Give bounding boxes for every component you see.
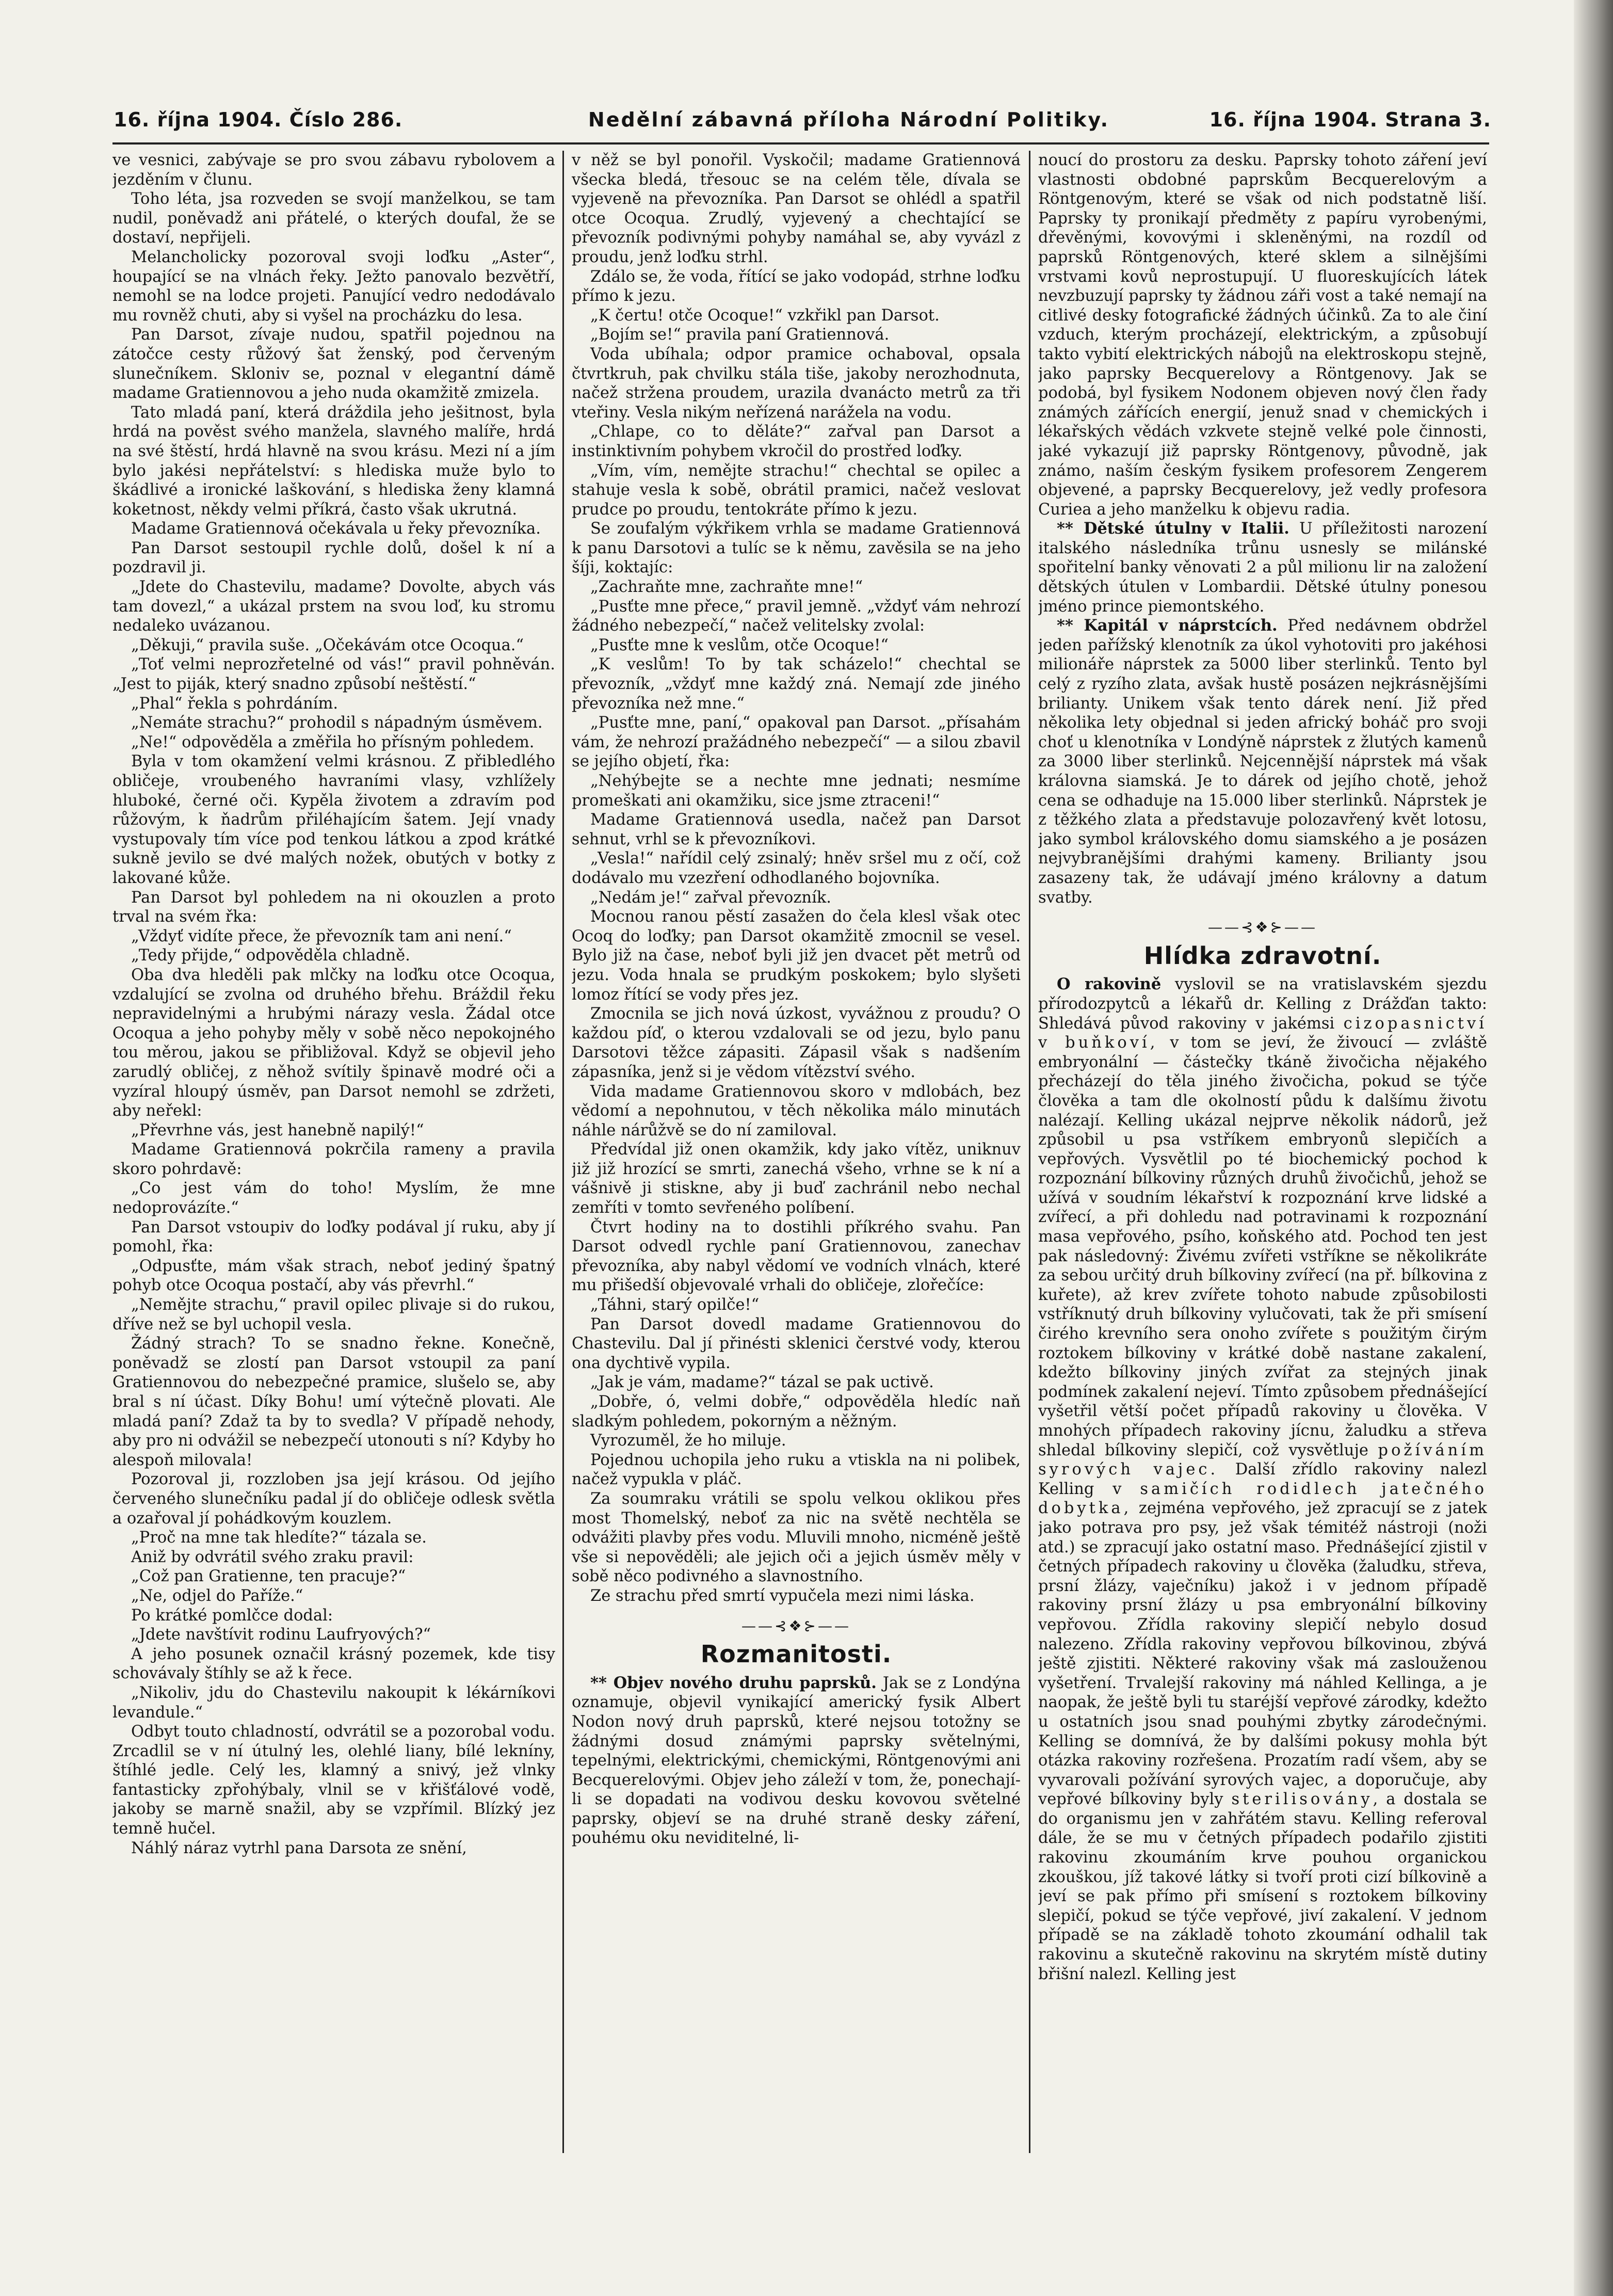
paragraph: noucí do prostoru za desku. Paprsky tohoto záření jeví vlastnosti obdobné paprskům Becquerelovým a Röntgenovým, které se však od nich podstatně liší. Paprsky ty pronikají předměty z papíru vyrobenými, dřevěnými, kovovými i skleněnými, na rozdíl od paprsků Röntgenových, které sklem a silnějšími vrstvami kovů neprostupují. U fluoreskujících látek nevzbuzují paprsky ty žádnou záři vost a také nemají na citlivé desky fotografické žádných účinků. Za to ale činí vzduch, kterým procházejí, elektrickým, a způsobují takto vybití elektrických nábojů na elektroskopu stejně, jako paprsky Becquerelovy a Röntgenovy. Jak se podobá, byl fysikem Nodonem objeven nový člen řady známých zářících energií, jenuž snad v chemických i lékařských vědách vzkvete stejně velké pole činnosti, jaké vykazují již paprsky Röntgenovy, původně, jak známo, naším českým fysikem profesorem Zengerem objevené, a paprsky Becquerelovy, jež vedly profesora Curiea a jeho manželku k objevu radia. (1038, 151, 1487, 519)
paragraph: Pan Darsot sestoupil rychle dolů, došel k ní a pozdravil ji. (112, 539, 555, 577)
paragraph: „Zachraňte mne, zachraňte mne!“ (590, 578, 863, 597)
column-3 (1038, 151, 1487, 2158)
column-2 (572, 151, 1021, 2158)
paragraph: Pan Darsot, zívaje nudou, spatřil pojednou na zátočce cesty růžový šat ženský, pod červeným slunečníkem. Skloniv se, poznal v elegantní dámě madame Gratiennovou a jeho nuda okamžitě zmizela. (112, 326, 555, 403)
paragraph: „Vím, vím, nemějte strachu!“ chechtal se opilec a stahuje vesla k sobě, obrátil pramici, načež veslovat prudce po proudu, tentokráte přímo k jezu. (572, 461, 1021, 519)
column-rule-1 (562, 151, 564, 2153)
section-ornament: ——⊰❖⊱—— (741, 1617, 851, 1634)
paragraph: Předvídal již onen okamžik, kdy jako vítěz, uniknuv již již hrozící se smrti, zanechá všeho, vrhne se k ní a vášnivě ji stiskne, aby ji buď zachránil nebo nechal zemříti v tomto sevřeného políbení. (572, 1141, 1021, 1217)
paragraph: „Toť velmi neprozřetelné od vás!“ pravil pohněván. „Jest to piják, který snadno způsobí neštěstí.“ (112, 655, 555, 694)
paragraph: „Proč na mne tak hledíte?“ tázala se. (131, 1529, 427, 1547)
paragraph: Madame Gratiennová pokrčila rameny a pravila skoro pohrdavě: (112, 1141, 555, 1178)
paragraph: v něž se byl ponořil. Vyskočil; madame Gratiennová všecka bledá, třesouc se na celém těle, dívala se vyjeveně na převozníka. Pan Darsot se ohlédl a spatřil otce Ocoqua. Zrudlý, vyjevený a chechtající se převozník podivnými pohyby namáhal se, aby vyvázl z proudu, jenž loďku strhl. (572, 151, 1021, 266)
paragraph: Vida madame Gratiennovou skoro v mdlobách, bez vědomí a nepohnutou, v těch několika málo minutách náhle nárůžvě se do ní zamiloval. (572, 1082, 1021, 1139)
column-rule-2 (1029, 151, 1030, 2153)
paragraph: „Vesla!“ nařídil celý zsinalý; hněv sršel mu z očí, což dodávalo mu vzezření odhodlaného bojovníka. (572, 849, 1021, 887)
item-text: Další zřídlo rakoviny nalezl Kelling v (1038, 1460, 1487, 1498)
paragraph: Vyrozuměl, že ho miluje. (590, 1432, 786, 1450)
paragraph: „Jdete navštívit rodinu Laufryových?“ (131, 1626, 431, 1644)
paragraph: Odbyt touto chladností, odvrátil se a pozorobal vodu. Zrcadlil se v ní útulný les, olehlé liany, bílé lekníny, štíhlé jedle. Celý les, klamný a snivý, jež vlnky fantasticky zpřohýbaly, vlnil se v křišťálové vodě, jakoby se marně snažil, aby se vzpřímil. Blízký jez temně hučel. (112, 1723, 555, 1838)
item-text: U příležitosti narození italského následníka trůnu usnesly se milánské spořitelní banky věnovati 2 a půl milionu lir na založení dětských útulen v Lombardii. Dětské útulny ponesou jméno prince piemontského. (1038, 520, 1487, 616)
section-title-hlidka-zdravotni: Hlídka zdravotní. (1143, 941, 1382, 970)
paragraph: „Děkuji,“ pravila suše. „Očekávám otce Ocoqua.“ (131, 636, 524, 654)
paragraph: Čtvrt hodiny na to dostihli příkrého svahu. Pan Darsot odvedl rychle paní Gratiennovou, zanechav převozníka, aby nabyl vědomí ve vodních vlnách, které mu přišedší objevovalé vrhali do obličeje, zlořečíce: (572, 1218, 1021, 1295)
section-ornament: ——⊰❖⊱—— (1207, 919, 1318, 936)
item-text: Před nedávnem obdržel jeden pařížský klenotník za úkol vyhotoviti pro jakéhosi milionáře náprstek za 5000 liber sterlinků. Tento byl celý z ryzího zlata, avšak hustě posázen nejkrásnějšími brilianty. Unikem však tento dárek není. Již před několika lety objednal si jeden africký boháč pro svoji choť u klenotníka v Londýně náprstek z žlutých kamenů za 3000 liber sterlinků. Nejcennější náprstek má však královna siamská. Je to dárek od jejího chotě, jehož cena se odhaduje na 15.000 liber sterlinků. Náprstek je z těžkého zlata a představuje polozavřený květ lotosu, jako symbol královského domu siamského a je posázen nejvybranějšími drahými kameny. Brilianty jsou zasazeny tak, že udávají jméno královny a datum svatby. (1038, 617, 1487, 907)
paragraph: „Nehýbejte se a nechte mne jednati; nesmíme promeškati ani okamžiku, sice jsme ztraceni!“ (572, 772, 1021, 810)
binding-edge (1574, 0, 1613, 2296)
header-date-issue: 16. října 1904. Číslo 286. (114, 108, 403, 131)
paragraph: „Táhni, starý opilče!“ (590, 1296, 760, 1314)
paragraph: Žádný strach? To se snadno řekne. Konečně, poněvadž se zlostí pan Darsot vstoupil za paní Gratiennovou do nebezpečné pramice, slušelo se, aby bral s ní účast. Díky Bohu! umí výtečně plovati. Ale mladá paní? Zdaž ta by to svedla? V případě nehody, aby pro ni odvážil se nebezpečí utonouti s ní? Kdyby ho alespoň milovala! (112, 1335, 555, 1469)
paragraph: Madame Gratiennová očekávala u řeky převozníka. (131, 520, 541, 538)
paragraph: Byla v tom okamžení velmi krásnou. Z přibledlého obličeje, vroubeného havraními vlasy, vzhlížely hluboké, černé oči. Kypěla životem a zdravím pod růžovým, k ňadrům přiléhajícím šatem. Její vnady vystupovaly tím více pod tenkou látkou a zpod krátké sukně jevilo se dvé malých nožek, obutých v botky z lakované kůže. (112, 752, 555, 887)
item-text: Jak se z Londýna oznamuje, objevil vynikající americký fysik Albert Nodon nový druh paprsků, které nejsou totožny se žádnými dosud známými paprsky světelnými, tepelnými, elektrickými, chemickými, Röntgenovými ani Becquerelovými. Objev jeho záleží v tom, že, ponechají-li se dopadati na vodivou desku kovovou světelné paprsky, objeví se na druhé straně desky záření, pouhému oku neviditelné, li- (572, 1674, 1021, 1848)
paragraph: „Nemáte strachu?“ prohodil s nápadným úsměvem. (131, 714, 543, 732)
paragraph: Pojednou uchopila jeho ruku a vtiskla na ni polibek, načež vypukla v pláč. (572, 1451, 1021, 1489)
paragraph: „K veslům! To by tak scházelo!“ chechtal se převozník, „vždyť mne každý zná. Nemají zde jiného převozníka než mne.“ (572, 655, 1021, 713)
paragraph: „Pusťte mne přece,“ pravil jemně. „vždyť vám nehrozí žádného nebezpečí,“ načež velitelsky zvolal: (572, 597, 1021, 635)
paragraph: Oba dva hleděli pak mlčky na loďku otce Ocoqua, vzdalující se zvolna od druhého břehu. Bráždil řeku nepravidelnými a hrubými nárazy vesla. Žádal otce Ocoqua a jeho pohyby měly v sobě něco nepokojného tou měrou, jakou se přibližoval. Když se objevil jeho zarudlý obličej, z něhož svítily špinavě modré oči a vyzíral hloupý úsměv, pan Darsot nemohl se zdržeti, aby neřekl: (112, 966, 555, 1120)
paragraph: Pan Darsot dovedl madame Gratiennovou do Chastevilu. Dal jí přinésti sklenici čerstvé vody, kterou ona dychtivě vypila. (572, 1315, 1021, 1372)
paragraph: Pan Darsot vstoupiv do loďky podával jí ruku, aby jí pomohl, řka: (112, 1218, 555, 1256)
spaced-emphasis: sterilisovány (1231, 1790, 1373, 1809)
page-header (114, 108, 1491, 139)
paragraph: „Pusťte mne k veslům, otče Ocoque!“ (590, 636, 889, 654)
paragraph: „Nikoliv, jdu do Chastevilu nakoupit k lékárníkovi levandule.“ (112, 1683, 555, 1722)
item-text: zejména vepřového, jež zpracují se z jatek jako potrava pro psy, jež však témitéž nástroji (noži atd.) se zpracují jako ostatní maso. Přednášející zjistil v četných případech rakoviny u člověka (žaludku, střeva, prsní žlázy, vaječníku) jakož i v jednom případě rakoviny prsní žlázy u psa embryonální bílkoviny vepřovou. Zřídla rakoviny slepičí nebylo dosud nalezeno. Zřídla rakoviny vepřovou bílkovinou, zbývá ještě zjistiti. Některé rakoviny však má zaslouženou vyšetření. Trvalejší rakoviny má náhled Kellinga, a je naopak, že ještě byli tu staréjší vepřové zárodky, kdežto u ostatních jsou snad pouhými zbytky zárodečnými. Kelling se domnívá, že by dalšími pokusy mohla být otázka rakoviny rozřešena. Prozatím radí všem, aby se vyvarovali požívání syrových vajec, a doporučuje, aby vepřové bílkoviny byly (1038, 1499, 1487, 1809)
paragraph: „Phal“ řekla s pohrdáním. (131, 694, 338, 713)
paragraph: „Tedy přijde,“ odpověděla chladně. (131, 946, 410, 965)
paragraph: „Převrhne vás, jest hanebně napilý!“ (131, 1121, 424, 1139)
paragraph: „Nemějte strachu,“ pravil opilec plivaje si do rukou, dříve než se byl uchopil vesla. (112, 1296, 555, 1334)
paragraph: „Dobře, ó, velmi dobře,“ odpověděla hledíc naň sladkým pohledem, pokorným a něžným. (572, 1393, 1021, 1431)
paragraph: „Nedám je!“ zařval převozník. (590, 888, 832, 907)
paragraph: A jeho posunek označil krásný pozemek, kde tisy schovávaly štíhly se až k řece. (112, 1645, 555, 1683)
header-rule (112, 142, 1489, 144)
paragraph: Za soumraku vrátili se spolu velkou oklikou přes most Thomelský, neboť za nic na světě nechtěla se odvážiti plavby přes vodu. Mluvili mnoho, nicméně ještě vše si nepověděli; ale jejich oči a jejich úsměv měly v sobě něco podivného a slavnostního. (572, 1489, 1021, 1586)
paragraph: Po krátké pomlčce dodal: (131, 1606, 333, 1625)
paragraph: Zmocnila se jich nová úzkost, vyvážnou z proudu? O každou píď, o kterou vzdalovali se od jezu, bylo panu Darsotovi těžce zápasiti. Zápasil však s nadšením zápasníka, jenž si je vědom vítězství svého. (572, 1005, 1021, 1081)
paragraph: Pozoroval ji, rozzloben jsa její krásou. Od jejího červeného slunečníku padal jí do obličeje odlesk světla a ozařoval jí pohádkovým kouzlem. (112, 1470, 555, 1528)
item-text: vyslovil se na vratislavském sjezdu přírodozpytců a lékařů dr. Kelling z Drážďan takto: Shledává původ rakoviny v jakémsi (1038, 975, 1487, 1033)
paragraph: Aniž by odvrátil svého zraku pravil: (131, 1548, 414, 1566)
item-lead: ** Kapitál v náprstcích. (1057, 616, 1278, 635)
paragraph: „Ne, odjel do Paříže.“ (131, 1586, 303, 1605)
header-date-page: 16. října 1904. Strana 3. (1209, 108, 1491, 131)
paragraph: „Jak je vám, madame?“ tázal se pak uctivě. (590, 1373, 934, 1392)
paragraph (1038, 616, 1487, 907)
item-text: v tom se jeví, že živoucí — zvláště embryonální — částečky tkáně živočicha nějakého přecházejí do těla jiného živočicha, pokud se týče člověka a tam dle okolností půdu k dalšímu životu nalézají. Kelling ukázal nejprve několik nádorů, jež způsobil u psa vstříkem embryonů slepičích a vepřových. Vysvětlil po té biochemický pochod k rozpoznání bílkoviny různých druhů živočichů, jehož se užívá v soudním lékařství k rozpoznání krve lidské a zvířecí, a při dohledu nad potravinami k rozpoznání masa vepřového, psího, koňského atd. Pochod ten jest pak následovný: Živému zvířeti vstříkne se několikráte za sebou určitý druh bílkoviny zvířecí (na př. bílkovina z kuřete), až krev zvířete tohoto nabude způsobilosti vstříknutý druh bílkoviny vylučovati, tak že při smísení čirého krevního sera onoho zvířete s použitým čirým roztokem bílkoviny v krátké době nastane zakalení, kdežto bílkoviny jiných zvířat za stejných jinak podmínek zakalení nejeví. Tímto způsobem přednášející vyšetřil větší počet případů rakoviny u člověka. V mnohých případech rakoviny jícnu, žaludku a střeva shledal bílkoviny slepičí, což vysvětluje (1038, 1034, 1487, 1459)
paragraph: „Což pan Gratienne, ten pracuje?“ (131, 1567, 406, 1586)
item-lead: ** Objev nového druhu paprsků. (590, 1673, 877, 1692)
section-title-rozmanitosti: Rozmanitosti. (700, 1640, 892, 1668)
paragraph: „Odpusťte, mám však strach, neboť jediný špatný pohyb otce Ocoqua postačí, aby vás převrhl.“ (112, 1257, 555, 1295)
paragraph: Zdálo se, že voda, řítící se jako vodopád, strhne loďku přímo k jezu. (572, 267, 1021, 306)
paragraph: „K čertu! otče Ocoque!“ vzkřikl pan Darsot. (590, 306, 940, 325)
paragraph: Toho léta, jsa rozveden se svojí manželkou, se tam nudil, poněvadž ani přátelé, o kterých doufal, že se dostaví, nepřijeli. (112, 190, 555, 247)
paragraph: „Pusťte mne, paní,“ opakoval pan Darsot. „přísahám vám, že nehrozí pražádného nebezpečí“ — a silou zbavil se jejího objetí, řka: (572, 714, 1021, 771)
paragraph: „Co jest vám do toho! Myslím, že mne nedoprovázíte.“ (112, 1179, 555, 1217)
paragraph: „Chlape, co to děláte?“ zařval pan Darsot a instinktivním pohybem vkročil do prostřed loďky. (572, 423, 1021, 460)
paragraph: ve vesnici, zabývaje se pro svou zábavu rybolovem a jezděním v člunu. (112, 151, 555, 189)
spaced-emphasis: cizopasnictví v buňkoví, (1038, 1014, 1487, 1052)
paragraph: Voda ubíhala; odpor pramice ochaboval, opsala čtvrtkruh, pak chvilku stála tiše, jakoby nerozhodnuta, načež stržena proudem, urazila dvanácto metrů za tři vteřiny. Vesla nikým neřízená narážela na vodu. (572, 345, 1021, 422)
paragraph: Ze strachu před smrtí vypučela mezi nimi láska. (590, 1586, 975, 1605)
paragraph: Pan Darsot byl pohledem na ni okouzlen a proto trval na svém řka: (112, 888, 555, 926)
item-lead: O rakovině (1057, 975, 1162, 994)
paragraph: Madame Gratiennová usedla, načež pan Darsot sehnut, vrhl se k převozníkovi. (572, 811, 1021, 848)
paragraph: „Ne!“ odpověděla a změřila ho přísným pohledem. (131, 733, 535, 751)
spaced-emphasis: požíváním syrových vajec. (1038, 1441, 1487, 1479)
paragraph: „Bojím se!“ pravila paní Gratiennová. (590, 326, 890, 344)
paragraph: Náhlý náraz vytrhl pana Darsota ze snění, (131, 1839, 467, 1857)
paragraph: Tato mladá paní, která dráždila jeho ješitnost, byla hrdá na pověst svého manžela, slavného malíře, hrdá na své štěstí, hrdá hlavně na svou krásu. Mezi ní a jím bylo jakési nepřátelství: s hlediska muže bylo to škádlivé a ironické laškování, s hlediska ženy klamná koketnost, někdy velmi příkrá, často však ukrutná. (112, 403, 555, 519)
item-text: , a dostala se do organismu jen v zahřátém stavu. Kelling referoval dále, že se mu v četných případech podařilo zjistiti rakovinu zkoumáním krve pouhou organickou zkouškou, jíž takové látky si tvoří proti cizí bílkovině a jeví se pak přímo při smísení s roztokem bílkoviny slepičí, pokud se týče vepřové, jiví zakalení. V jednom případě se na základě tohoto zkoumání odhalil tak rakovinu a skutečně rakovinu na skrytém místě dutiny břišní nalezl. Kelling jest (1038, 1790, 1487, 1983)
column-1 (112, 151, 555, 2158)
paragraph: Melancholicky pozoroval svoji loďku „Aster“, houpající se na vlnách řeky. Ježto panovalo bezvětří, nemohl se na lodce projeti. Panující vedro nedodávalo mu rovněž chuti, aby si vyšel na procházku do lesa. (112, 248, 555, 325)
paragraph: „Vždyť vidíte přece, že převozník tam ani není.“ (131, 927, 512, 945)
paragraph: Se zoufalým výkřikem vrhla se madame Gratiennová k panu Darsotovi a tulíc se k němu, zavěsila se na jeho šíji, koktajíc: (572, 520, 1021, 577)
paragraph: Mocnou ranou pěstí zasažen do čela klesl však otec Ocoq do loďky; pan Darsot okamžitě zmocnil se vesel. Bylo již na čase, neboť byli již jen dvacet pět metrů od jezu. Voda hnala se prudkým poskokem; bylo slyšeti lomoz řítící se vody přes jez. (572, 908, 1021, 1004)
paragraph (572, 1674, 1021, 1848)
spaced-emphasis: samičích rodidlech jatečného dobytka, (1038, 1480, 1487, 1518)
item-lead: ** Dětské útulny v Italii. (1057, 519, 1289, 538)
paragraph: „Jdete do Chastevilu, madame? Dovolte, abych vás tam dovezl,“ a ukázal prstem na svou loď, ku stromu nedaleko uvázanou. (112, 578, 555, 635)
header-publication-title: Nedělní zábavná příloha Národní Politiky. (588, 108, 1110, 131)
paragraph (1038, 519, 1487, 616)
paragraph (1038, 975, 1487, 1984)
